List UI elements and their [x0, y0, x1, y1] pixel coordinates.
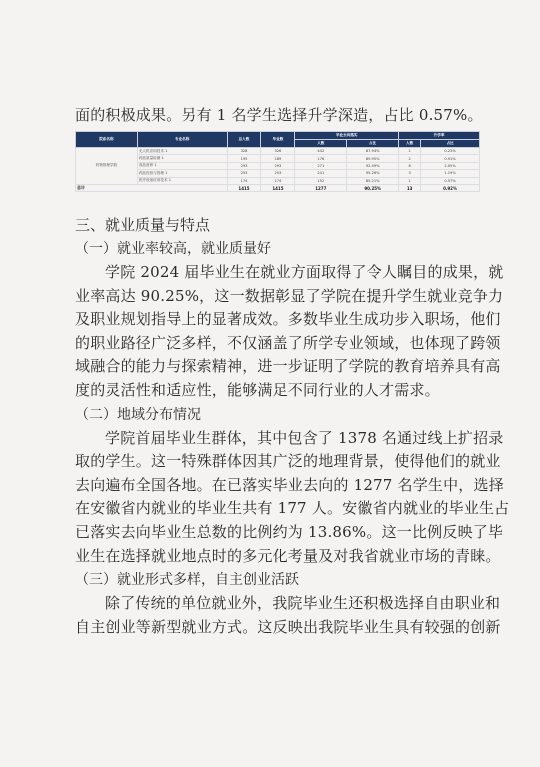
- table-header-row: [76, 132, 480, 140]
- body-text: [75, 213, 510, 639]
- cell-people: 195: [227, 155, 261, 162]
- paragraph-3: [75, 592, 501, 639]
- sub-heading-3: （三）就业形式多样，自主创业活跃: [75, 572, 299, 589]
- paragraph-line: 已落实去向毕业生总数的比例约为 13.86%。这一比例反映了毕: [75, 522, 504, 541]
- paragraph-line: 取的学生。这一特殊群体因其广泛的地理背景，使得他们的就业: [75, 452, 501, 471]
- header-major: 专业名称: [137, 132, 227, 148]
- dept-cell: 药物管理学院: [76, 148, 138, 185]
- header-employ: 毕业去向落实: [295, 132, 399, 140]
- cell-grads: 293: [261, 162, 295, 169]
- paragraph-line: 度的灵活性和适应性，能够满足不同行业的人才需求。: [75, 380, 440, 399]
- paragraph-line: 业生在选择就业地点时的多元化考量及对我省就业市场的青睐。: [75, 546, 501, 565]
- total-fur-r: 0.92%: [421, 184, 480, 191]
- intro-line: 面的积极成果。另有 1 名学生选择升学深造，占比 0.57%。: [75, 106, 483, 124]
- paragraph-1: [75, 261, 504, 403]
- header-further: 升学率: [399, 132, 480, 140]
- cell-grads: 174: [261, 177, 295, 184]
- employment-table: [75, 131, 480, 192]
- cell-fur-r: 0.23%: [421, 148, 480, 155]
- cell-emp-n: 152: [295, 177, 347, 184]
- cell-major: 食品营养 1: [137, 162, 227, 169]
- cell-emp-n: 176: [295, 155, 347, 162]
- total-people: 1415: [227, 184, 261, 191]
- paragraph-line: 去向遍布全国各地。在已落实毕业去向的 1277 名学生中，选择: [75, 475, 504, 494]
- paragraph-line: 及职业规划指导上的显著成效。多数毕业生成功步入职场，他们: [75, 310, 501, 329]
- total-label: 总计: [76, 184, 228, 191]
- cell-fur-n: 6: [399, 162, 421, 169]
- cell-major: 无人机应用技术 1: [137, 148, 227, 155]
- cell-fur-r: 2.05%: [421, 162, 480, 169]
- cell-fur-n: 1: [399, 148, 421, 155]
- cell-fur-r: 1.19%: [421, 170, 480, 177]
- cell-major: 药品经营与管理 1: [137, 170, 227, 177]
- header-grads: 毕业数: [261, 132, 295, 148]
- paragraph-line: 学院首届毕业生群体，其中包含了 1378 名通过线上扩招录: [105, 428, 504, 447]
- cell-fur-n: 3: [399, 170, 421, 177]
- cell-major: 药品质量检测 1: [137, 155, 227, 162]
- paragraph-line: 业率高达 90.25%，这一数据彰显了学院在提升学生就业竞争力: [75, 286, 504, 305]
- cell-emp-r: 95.26%: [347, 170, 399, 177]
- total-emp-r: 90.25%: [347, 184, 399, 191]
- cell-major: 医疗设备应用技术 1: [137, 177, 227, 184]
- cell-emp-r: 89.95%: [347, 155, 399, 162]
- total-fur-n: 13: [399, 184, 421, 191]
- cell-people: 253: [227, 170, 261, 177]
- cell-people: 328: [227, 148, 261, 155]
- cell-emp-r: 87.94%: [347, 148, 399, 155]
- cell-emp-r: 92.49%: [347, 162, 399, 169]
- paragraph-line: 域融合的能力与探索精神，进一步证明了学院的教育培养具有高: [75, 357, 501, 376]
- table-row: [76, 148, 480, 155]
- cell-fur-r: 0.91%: [421, 155, 480, 162]
- sub-heading-1: （一）就业率较高，就业质量好: [75, 241, 271, 257]
- total-grads: 1415: [261, 184, 295, 191]
- cell-fur-r: 0.57%: [421, 177, 480, 184]
- sub-heading-2: （二）地域分布情况: [75, 406, 201, 423]
- paragraph-line: 在安徽省内就业的毕业生共有 177 人。安徽省内就业的毕业生占: [75, 499, 510, 518]
- cell-grads: 253: [261, 170, 295, 177]
- cell-emp-n: 442: [295, 148, 347, 155]
- cell-grads: 189: [261, 155, 295, 162]
- cell-emp-n: 271: [295, 162, 347, 169]
- paragraph-2: [75, 427, 510, 569]
- paragraph-line: 自主创业等新型就业方式。这反映出我院毕业生具有较强的创新: [75, 617, 501, 636]
- cell-people: 293: [227, 162, 261, 169]
- paragraph-line: 的职业路径广泛多样，不仅涵盖了所学专业领域，也体现了跨领: [75, 333, 501, 352]
- cell-grads: 326: [261, 148, 295, 155]
- paragraph-line: 除了传统的单位就业外，我院毕业生还积极选择自由职业和: [105, 594, 501, 613]
- header-employ-count: 人数: [295, 140, 347, 148]
- cell-fur-n: 2: [399, 155, 421, 162]
- intro-text: [75, 104, 485, 128]
- table-total-row: [76, 184, 480, 191]
- cell-emp-r: 85.21%: [347, 177, 399, 184]
- header-people: 总人数: [227, 132, 261, 148]
- cell-emp-n: 241: [295, 170, 347, 177]
- header-employ-ratio: 占比: [347, 140, 399, 148]
- header-further-count: 人数: [399, 140, 421, 148]
- header-dept: 院系名称: [76, 132, 138, 148]
- section-title: 三、就业质量与特点: [75, 216, 211, 234]
- cell-people: 174: [227, 177, 261, 184]
- cell-fur-n: 1: [399, 177, 421, 184]
- paragraph-line: 学院 2024 届毕业生在就业方面取得了令人瞩目的成果，就: [105, 263, 504, 281]
- total-emp-n: 1277: [295, 184, 347, 191]
- header-further-ratio: 占比: [421, 140, 480, 148]
